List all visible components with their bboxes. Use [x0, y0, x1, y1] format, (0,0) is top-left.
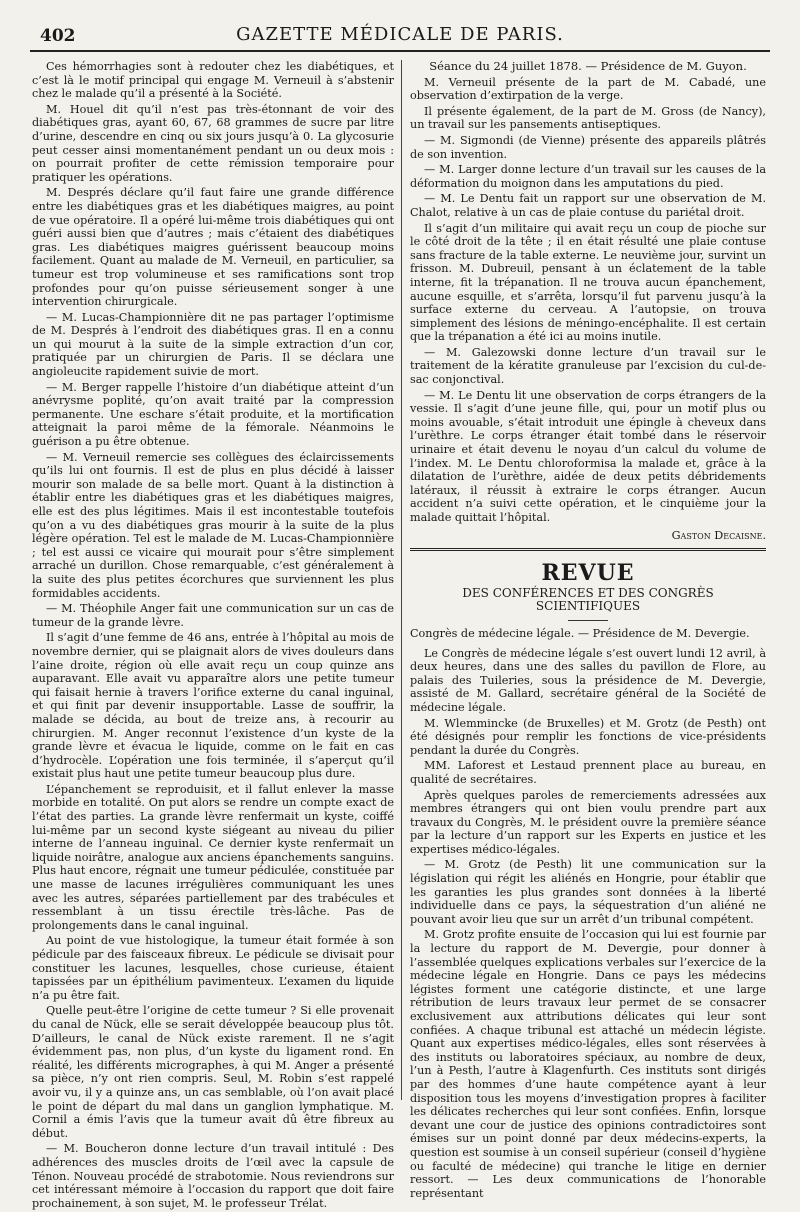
section-rule [410, 548, 766, 551]
paragraph: — M. Théophile Anger fait une communication sur un cas de tumeur de la grande lèvre. [32, 602, 394, 629]
paragraph: M. Verneuil présente de la part de M. Cabadé, une observation d’extirpation de la verge. [410, 75, 766, 103]
left-column [32, 60, 394, 1212]
paragraph: MM. Laforest et Lestaud prennent place au bureau, en qualité de secrétaires. [410, 759, 766, 786]
paragraph: M. Grotz profite ensuite de l’occasion qui lui est fournie par la lecture du rapport de M. Devergie, pour donner à l’assemblée quelques explications verbales sur l’exercice de la médecine légale en Hongrie. Dans ce pays les médecins légistes forment une catégorie distincte, et une large rétribution de leurs travaux leur permet de se consacrer exclusivement aux attributions délicates qui leur sont confiées. A chaque tribunal est attaché un médecin légiste. Quant aux expertises médico-légales, elles sont réservées à des instituts ou laboratoires spéciaux, au nombre de deux, l’un à Pesth, l’autre à Klagenfurth. Ces instituts sont dirigés par des hommes d’une haute compétence ayant à leur disposition tous les moyens d’investigation propres à faciliter les délicates recherches qui leur sont confiées. Enfin, lorsque devant une cour de justice des opinions contradictoires sont émises sur un point donné par deux médecins-experts, la question est soumise à un conseil supérieur (conseil d’hygiène ou faculté de médecine) qui tranche le litige en dernier ressort. — Les deux communications de l’honorable représentant [410, 928, 766, 1200]
paragraph: Il s’agit d’une femme de 46 ans, entrée à l’hôpital au mois de novembre dernier, qui se plaignait alors de vives douleurs dans l’aine droite, région où elle avait reçu un coup quinze ans auparavant. Elle avait vu apparaître alors une petite tumeur qui faisait hernie à travers l’orifice externe du canal inguinal, et qui finit par devenir insupportable. Lasse de souffrir, la malade se décida, au bout de treize ans, à recourir au chirurgien. M. Anger reconnut l’existence d’un kyste de la grande lèvre et évacua le liquide, comme on le fait en cas d’hydrocèle. L’opération une fois terminée, il s’aperçut qu’il existait plus haut une petite tumeur beaucoup plus dure. [32, 631, 394, 781]
paragraph: — M. Verneuil remercie ses collègues des éclaircissements qu’ils lui ont fournis. Il est de plus en plus décidé à laisser mourir son malade de sa belle mort. Quant à la distinction à établir entre les diabétiques gras et les diabétiques maigres, elle est des plus légitimes. Mais il est incontestable toutefois qu’on a vu des diabétiques gras mourir à la suite de la plus légère opération. Tel est le malade de M. Lucas-Championnière ; tel est aussi ce vicaire qui mourait pour s’être simplement arraché un durillon. Chose remarquable, c’est généralement à la suite des plus petites écorchures que surviennent les plus formidables accidents. [32, 450, 394, 600]
short-rule [568, 620, 608, 621]
column-divider [401, 60, 402, 1100]
paragraph: L’épanchement se reproduisit, et il fallut enlever la masse morbide en totalité. On put alors se rendre un compte exact de l’état des parties. La grande lèvre renfermait un kyste, coiffé lui-même par un second kyste siégeant au niveau du pilier interne de l’anneau inguinal. Ce dernier kyste renfermait un liquide noirâtre, analogue aux anciens épanchements sanguins. Plus haut encore, régnait une tumeur pédiculée, constituée par une masse de lacunes irrégulières communiquant les unes avec les autres, séparées partiellement par des trabécules et ressemblant à un tissu érectile très-lâche. Pas de prolongements dans le canal inguinal. [32, 782, 394, 932]
paragraph: Ces hémorrhagies sont à redouter chez les diabétiques, et c’est là le motif principal qui engage M. Verneuil à s’abstenir chez le malade qu’il a présenté à la Société. [32, 60, 394, 101]
page-number: 402 [40, 26, 76, 46]
paragraph: Il s’agit d’un militaire qui avait reçu un coup de pioche sur le côté droit de la tête ; il en était résulté une plaie contuse sans fracture de la table externe. Le neuvième jour, survint un frisson. M. Dubreuil, pensant à un éclatement de la table interne, fit la trépanation. Il ne trouva aucun épanchement, aucune esquille, et s’arrêta, lorsqu’il fut parvenu jusqu’à la surface externe du cerveau. A l’autopsie, on trouva simplement des lésions de méningo-encéphalite. Il est certain que la trépanation a été ici au moins inutile. [410, 221, 766, 344]
running-title: GAZETTE MÉDICALE DE PARIS. [236, 24, 564, 45]
paragraph: M. Houel dit qu’il n’est pas très-étonnant de voir des diabétiques gras, ayant 60, 67, 68 grammes de sucre par litre d’urine, descendre en cinq ou six jours jusqu’à 0. La glycosurie peut cesser ainsi momentanément pendant un ou deux mois : on pourrait profiter de cette rémission temporaire pour pratiquer les opérations. [32, 102, 394, 184]
paragraph: — M. Le Dentu fait un rapport sur une observation de M. Chalot, relative à un cas de plaie contuse du pariétal droit. [410, 192, 766, 219]
paragraph: — M. Berger rappelle l’histoire d’un diabétique atteint d’un anévrysme poplité, qu’on avait traité par la compression permanente. Une eschare s’était produite, et la mortification atteignait la paroi même de la fémorale. Néanmoins le guérison a pu être obtenue. [32, 380, 394, 449]
paragraph: Après quelques paroles de remerciements adressées aux membres étrangers qui ont bien voulu prendre part aux travaux du Congrès, M. le président ouvre la première séance par la lecture d’un rapport sur les Experts en justice et les expertises médico-légales. [410, 788, 766, 856]
header-rule [30, 50, 770, 52]
paragraph: — M. Lucas-Championnière dit ne pas partager l’optimisme de M. Després à l’endroit des diabétiques gras. Il en a connu un qui mourut à la suite de la simple extraction d’un cor, pratiquée par un chirurgien de Paris. Il se déclara une angioleucite rapidement suivie de mort. [32, 310, 394, 379]
paragraph: — M. Sigmondi (de Vienne) présente des appareils plâtrés de son invention. [410, 133, 766, 161]
author-signature: Gaston Decaisne. [671, 528, 766, 542]
paragraph: — M. Galezowski donne lecture d’un travail sur le traitement de la kératite granuleuse par l’excision du cul-de-sac conjonctival. [410, 345, 766, 387]
paragraph: — M. Grotz (de Pesth) lit une communication sur la législation qui régit les aliénés en Hongrie, pour établir que les garanties les plus grandes sont données à la liberté individuelle dans ce pays, la séquestration d’un aliéné ne pouvant avoir lieu que sur un arrêt d’un tribunal compétent. [410, 858, 766, 926]
right-column [410, 60, 766, 1202]
paragraph: M. Wlemmincke (de Bruxelles) et M. Grotz (de Pesth) ont été désignés pour remplir les fonctions de vice-présidents pendant la durée du Congrès. [410, 716, 766, 757]
paragraph: M. Després déclare qu’il faut faire une grande différence entre les diabétiques gras et les diabétiques maigres, au point de vue opératoire. Il a opéré lui-même trois diabétiques qui ont guéri aussi bien que d’autres ; mais c’étaient des diabétiques gras. Les diabétiques maigres guérissent beaucoup moins facilement. Quant au malade de M. Verneuil, en particulier, sa tumeur est trop volumineuse et ses ramifications sont trop profondes pour qu’on puisse sérieusement songer à une intervention chirurgicale. [32, 186, 394, 309]
paragraph: Quelle peut-être l’origine de cette tumeur ? Si elle provenait du canal de Nück, elle se serait développée beaucoup plus tôt. D’ailleurs, le canal de Nück existe rarement. Il ne s’agit évidemment pas, non plus, d’un kyste du ligament rond. En réalité, les différents micrographes, à qui M. Anger a présenté sa pièce, n’y ont rien compris. Seul, M. Robin s’est rappelé avoir vu, il y a quinze ans, un cas semblable, où l’on avait placé le point de départ du mal dans un ganglion lymphatique. M. Cornil a émis l’avis que la tumeur avait dû être fibreux au début. [32, 1004, 394, 1140]
congress-heading: Congrès de médecine légale. — Présidence de M. Devergie. [410, 626, 750, 640]
paragraph: — M. Larger donne lecture d’un travail sur les causes de la déformation du moignon dans les amputations du pied. [410, 163, 766, 190]
session-heading: Séance du 24 juillet 1878. — Présidence de M. Guyon. [429, 59, 747, 73]
revue-subtitle: DES CONFÉRENCES ET DES CONGRÈS SCIENTIFIQUES [462, 585, 714, 614]
paragraph: Le Congrès de médecine légale s’est ouvert lundi 12 avril, à deux heures, dans une des salles du pavillon de Flore, au palais des Tuileries, sous la présidence de M. Devergie, assisté de M. Gallard, secrétaire général de la Société de médecine légale. [410, 646, 766, 714]
revue-title: REVUE [541, 560, 635, 587]
paragraph: — M. Le Dentu lit une observation de corps étrangers de la vessie. Il s’agit d’une jeune fille, qui, pour un motif plus ou moins avouable, s’était introduit une épingle à cheveux dans l’urèthre. Le corps étranger était tombé dans le réservoir urinaire et était devenu le noyau d’un calcul du volume de l’index. M. Le Dentu chloroformisa la malade et, grâce à la dilatation de l’urèthre, aidée de deux petits débridements latéraux, il réussit à extraire le corps étranger. Aucun accident n’a suivi cette opération, et le cinquième jour la malade quittait l’hôpital. [410, 388, 766, 524]
paragraph: — M. Boucheron donne lecture d’un travail intitulé : Des adhérences des muscles droits de l’œil avec la capsule de Ténon. Nouveau procédé de strabotomie. Nous reviendrons sur cet intéressant mémoire à l’occasion du rapport que doit faire prochainement, à son sujet, M. le professeur Trélat. [32, 1142, 394, 1210]
paragraph: Il présente également, de la part de M. Gross (de Nancy), un travail sur les pansements antiseptiques. [410, 104, 766, 132]
paragraph: Au point de vue histologique, la tumeur était formée à son pédicule par des faisceaux fibreux. Le pédicule se divisait pour constituer les lacunes, lesquelles, chose curieuse, étaient tapissées par un épithélium pavimenteux. L’examen du liquide n’a pu être fait. [32, 934, 394, 1002]
page-header [22, 24, 778, 46]
